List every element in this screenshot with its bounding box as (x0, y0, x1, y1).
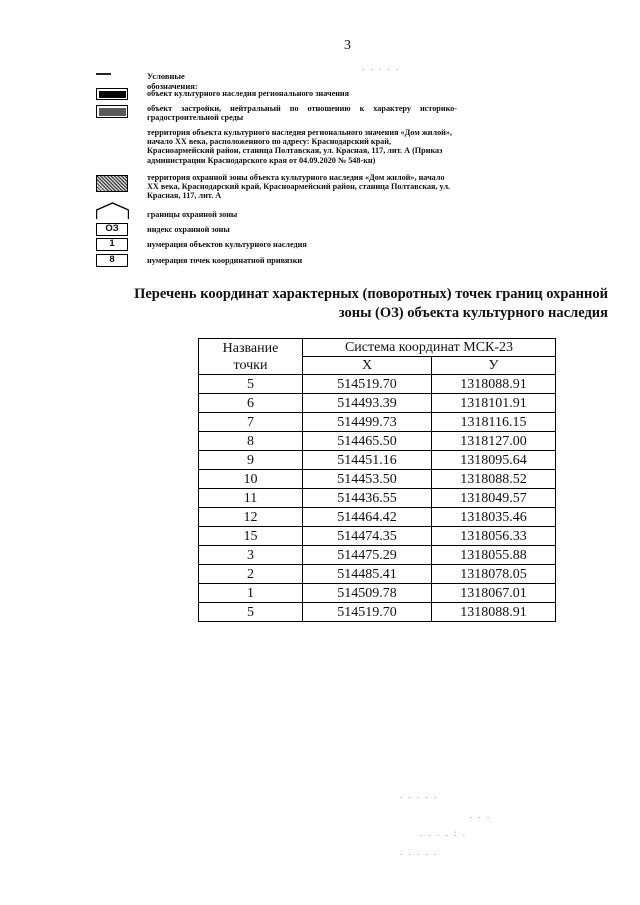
legend-symbol-protection-zone (96, 175, 128, 192)
cell-point: 8 (199, 432, 303, 451)
scan-noise: . . . (470, 810, 492, 820)
cell-y: 1318127.00 (432, 432, 556, 451)
table-row (199, 375, 556, 394)
legend-title: Условные обозначения: (147, 71, 198, 91)
cell-y: 1318101.91 (432, 394, 556, 413)
cell-y: 1318088.91 (432, 375, 556, 394)
cell-y: 1318049.57 (432, 489, 556, 508)
header-x: X (303, 357, 432, 375)
cell-point: 2 (199, 565, 303, 584)
cell-x: 514499.73 (303, 413, 432, 432)
legend-text-object-number: нумерация объектов культурного наследия (147, 240, 307, 249)
legend-text-cultural-object: объект культурного наследия регионального значения (147, 89, 350, 98)
cell-point: 10 (199, 470, 303, 489)
header-point-name (199, 339, 303, 375)
coordinates-table (198, 338, 556, 622)
cell-y: 1318078.05 (432, 565, 556, 584)
header-point-name-line2: точки (233, 357, 268, 373)
cell-x: 514509.78 (303, 584, 432, 603)
cell-x: 514451.16 (303, 451, 432, 470)
cell-y: 1318055.88 (432, 546, 556, 565)
cell-x: 514475.29 (303, 546, 432, 565)
cell-point: 12 (199, 508, 303, 527)
cell-point: 1 (199, 584, 303, 603)
cell-y: 1318088.52 (432, 470, 556, 489)
cell-point: 6 (199, 394, 303, 413)
table-row (199, 546, 556, 565)
legend-dash (96, 73, 111, 75)
cell-x: 514464.42 (303, 508, 432, 527)
header-coordinate-system: Система координат МСК-23 (303, 339, 556, 357)
cell-x: 514485.41 (303, 565, 432, 584)
header-y: У (432, 357, 556, 375)
cell-point: 9 (199, 451, 303, 470)
cell-x: 514519.70 (303, 603, 432, 622)
cell-x: 514453.50 (303, 470, 432, 489)
cell-point: 11 (199, 489, 303, 508)
table-row (199, 489, 556, 508)
legend-text-point-number: нумерация точек координатной привязки (147, 256, 303, 265)
cell-x: 514493.39 (303, 394, 432, 413)
cell-point: 7 (199, 413, 303, 432)
legend-symbol-zone-index: ОЗ (96, 223, 128, 236)
table-row (199, 470, 556, 489)
table-row (199, 603, 556, 622)
cell-y: 1318088.91 (432, 603, 556, 622)
scan-noise: . . . . : . (420, 828, 468, 838)
legend-symbol-neutral-building (96, 105, 128, 118)
table-row (199, 584, 556, 603)
legend-text-zone-boundary: границы охранной зоны (147, 210, 238, 219)
legend-text-zone-index: индекс охранной зоны (147, 225, 230, 234)
cell-point: 15 (199, 527, 303, 546)
cell-point: 3 (199, 546, 303, 565)
scan-noise: . . . . . (362, 62, 401, 72)
table-row (199, 508, 556, 527)
cell-y: 1318095.64 (432, 451, 556, 470)
boundary-line-icon (96, 202, 129, 220)
scan-noise: . . . . . (400, 847, 439, 857)
cell-y: 1318056.33 (432, 527, 556, 546)
cell-x: 514519.70 (303, 375, 432, 394)
scan-noise: . . . . . (400, 790, 439, 800)
cell-y: 1318116.15 (432, 413, 556, 432)
legend-text-protection-zone: территория охранной зоны объекта культурного наследия «Дом жилой», начало XX века, Краснодарский край, Красноармейский район, станица Полтавская, ул. Красная, 117, лит. А (147, 173, 451, 201)
table-row (199, 413, 556, 432)
legend-text-object-territory: территория объекта культурного наследия регионального значения «Дом жилой», начало XX века, расположенного по адресу: Краснодарский край, Красноармейский район, станица Полтавская, ул. Красная, 117, лит. А (Приказ администрации Краснодарского края от 04.09.2020 № 548-кн) (147, 128, 453, 165)
cell-x: 514436.55 (303, 489, 432, 508)
cell-x: 514474.35 (303, 527, 432, 546)
table-row (199, 432, 556, 451)
page-number: 3 (344, 38, 351, 53)
header-point-name-line1: Название (222, 340, 279, 356)
table-row (199, 451, 556, 470)
table-row (199, 565, 556, 584)
cell-point: 5 (199, 603, 303, 622)
legend-text-neutral-building: объект застройки, нейтральный по отношению к характеру историко-градостроительной среды (147, 104, 457, 123)
cell-y: 1318067.01 (432, 584, 556, 603)
legend-symbol-cultural-object (96, 88, 128, 100)
cell-point: 5 (199, 375, 303, 394)
legend-symbol-point-number: 8 (96, 254, 128, 267)
cell-x: 514465.50 (303, 432, 432, 451)
table-row (199, 527, 556, 546)
table-row (199, 394, 556, 413)
legend-symbol-object-number: 1 (96, 238, 128, 251)
cell-y: 1318035.46 (432, 508, 556, 527)
document-title: Перечень координат характерных (поворотных) точек границ охранной зоны (ОЗ) объекта культурного наследия (134, 286, 608, 321)
